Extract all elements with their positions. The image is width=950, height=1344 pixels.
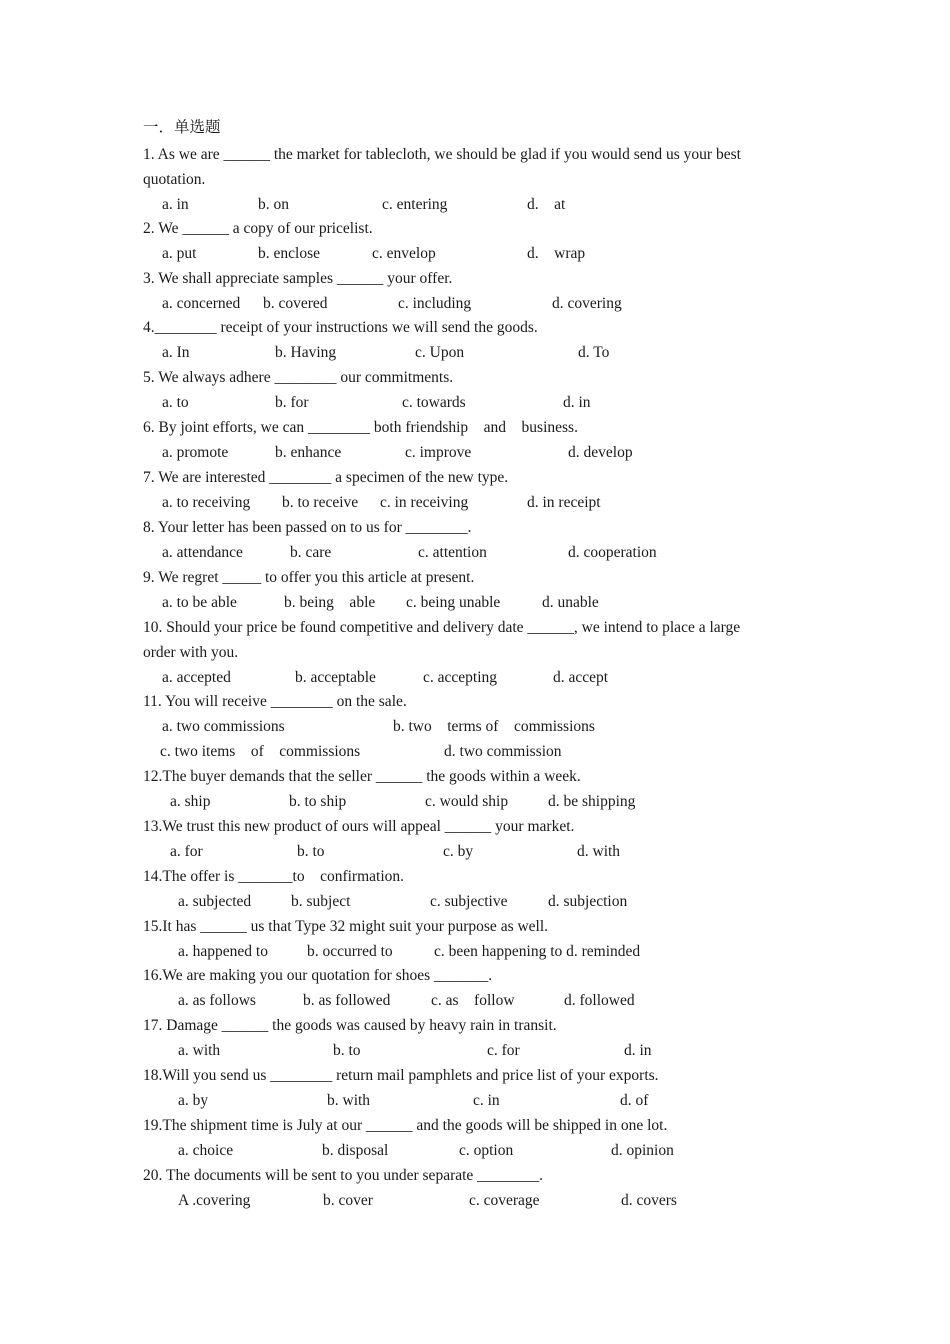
- question-text: 16.We are making you our quotation for shoes _______.: [143, 967, 493, 984]
- question-text: 5. We always adhere ________ our commitments.: [143, 369, 454, 386]
- answer-option: c. being unable: [406, 594, 501, 611]
- answer-option: d. subjection: [548, 893, 628, 910]
- question-text: 8. Your letter has been passed on to us for ________.: [143, 519, 472, 536]
- answer-option: b. enhance: [275, 444, 342, 461]
- question-text: 11. You will receive ________ on the sale.: [143, 693, 407, 710]
- answer-option: c. as follow: [431, 992, 515, 1009]
- question-text: 12.The buyer demands that the seller ______ the goods within a week.: [143, 768, 581, 785]
- answer-option: a. with: [178, 1042, 221, 1059]
- question-text: order with you.: [143, 644, 239, 661]
- answer-option: b. being able: [284, 594, 376, 611]
- answer-option: b. to: [297, 843, 325, 860]
- answer-option: b. acceptable: [295, 669, 376, 686]
- question-text: 2. We ______ a copy of our pricelist.: [143, 220, 373, 237]
- answer-option: d. at: [527, 196, 566, 213]
- question-text: 20. The documents will be sent to you under separate ________.: [143, 1167, 544, 1184]
- answer-option: a. happened to: [178, 943, 268, 960]
- answer-option: a. as follows: [178, 992, 256, 1009]
- question-text: 13.We trust this new product of ours will appeal ______ your market.: [143, 818, 575, 835]
- answer-option: b. covered: [263, 295, 328, 312]
- answer-option: c. coverage: [469, 1192, 540, 1209]
- answer-option: c. for: [487, 1042, 520, 1059]
- answer-option: b. care: [290, 544, 332, 561]
- answer-option: a. choice: [178, 1142, 234, 1159]
- answer-option: b. cover: [323, 1192, 373, 1209]
- answer-option: a. for: [170, 843, 203, 860]
- answer-option: d. To: [578, 344, 610, 361]
- question-text: 18.Will you send us ________ return mail pamphlets and price list of your exports.: [143, 1067, 659, 1084]
- answer-option: d. develop: [568, 444, 633, 461]
- answer-option: a. by: [178, 1092, 209, 1109]
- question-text: quotation.: [143, 171, 206, 188]
- answer-option: b. as followed: [303, 992, 391, 1009]
- question-text: 10. Should your price be found competitive and delivery date ______, we intend to place a large: [143, 619, 741, 636]
- answer-option: c. in: [473, 1092, 500, 1109]
- answer-option: b. disposal: [322, 1142, 389, 1159]
- question-text: 7. We are interested ________ a specimen of the new type.: [143, 469, 509, 486]
- answer-option: a. ship: [170, 793, 211, 810]
- answer-option: d. followed: [564, 992, 635, 1009]
- answer-option: b. to: [333, 1042, 361, 1059]
- answer-option: a. to: [162, 394, 189, 411]
- answer-option: d. in receipt: [527, 494, 601, 511]
- answer-option: c. attention: [418, 544, 487, 561]
- answer-option: a. accepted: [162, 669, 231, 686]
- answer-option: d. be shipping: [548, 793, 636, 810]
- answer-option: b. to ship: [289, 793, 347, 810]
- question-text: 15.It has ______ us that Type 32 might suit your purpose as well.: [143, 918, 549, 935]
- answer-option: d. in: [624, 1042, 652, 1059]
- answer-option: d. covers: [621, 1192, 677, 1209]
- answer-option: c. option: [459, 1142, 514, 1159]
- question-text: 4.________ receipt of your instructions we will send the goods.: [143, 319, 538, 336]
- answer-option: b. for: [275, 394, 309, 411]
- section-title: 一．单选题: [143, 119, 221, 136]
- answer-option: c. envelop: [372, 245, 436, 262]
- answer-option: a. subjected: [178, 893, 252, 910]
- answer-option: a. concerned: [162, 295, 241, 312]
- answer-option: b. enclose: [258, 245, 320, 262]
- answer-option: d. cooperation: [568, 544, 657, 561]
- answer-option: c. towards: [402, 394, 466, 411]
- answer-option: d. unable: [542, 594, 599, 611]
- answer-option: b. to receive: [282, 494, 359, 511]
- answer-option: b. Having: [275, 344, 337, 361]
- answer-option: a. promote: [162, 444, 229, 461]
- answer-option: a. attendance: [162, 544, 243, 561]
- answer-option: c. accepting: [423, 669, 498, 686]
- answer-option: c. improve: [405, 444, 472, 461]
- answer-option: c. by: [443, 843, 474, 860]
- answer-option: d. of: [620, 1092, 649, 1109]
- answer-option: a. two commissions: [162, 718, 285, 735]
- question-text: 1. As we are ______ the market for tablecloth, we should be glad if you would send us your best: [143, 146, 741, 163]
- question-text: 14.The offer is _______to confirmation.: [143, 868, 405, 885]
- question-text: 19.The shipment time is July at our ______ and the goods will be shipped in one lot.: [143, 1117, 668, 1134]
- answer-option: d. accept: [553, 669, 609, 686]
- answer-option: b. with: [327, 1092, 371, 1109]
- answer-option: A .covering: [178, 1192, 251, 1209]
- answer-option: c. entering: [382, 196, 448, 213]
- answer-option: d. covering: [552, 295, 622, 312]
- question-text: 9. We regret _____ to offer you this article at present.: [143, 569, 475, 586]
- answer-option: c. including: [398, 295, 472, 312]
- answer-option: a. in: [162, 196, 189, 213]
- answer-option: c. two items of commissions: [160, 743, 361, 760]
- answer-option: c. would ship: [425, 793, 509, 810]
- answer-option: a. to receiving: [162, 494, 251, 511]
- answer-option: c. in receiving: [380, 494, 469, 511]
- answer-option: d. wrap: [527, 245, 586, 262]
- answer-option: d. opinion: [611, 1142, 674, 1159]
- question-text: 3. We shall appreciate samples ______ your offer.: [143, 270, 453, 287]
- answer-option: a. put: [162, 245, 197, 262]
- answer-option: d. in: [563, 394, 591, 411]
- answer-option: d. with: [577, 843, 621, 860]
- answer-option: d. two commission: [444, 743, 562, 760]
- answer-option: a. In: [162, 344, 190, 361]
- question-text: 17. Damage ______ the goods was caused by heavy rain in transit.: [143, 1017, 557, 1034]
- answer-option: b. occurred to: [307, 943, 393, 960]
- answer-option: c. subjective: [430, 893, 508, 910]
- question-text: 6. By joint efforts, we can ________ both friendship and business.: [143, 419, 578, 436]
- answer-option: b. two terms of commissions: [393, 718, 595, 735]
- answer-option: b. subject: [291, 893, 351, 910]
- answer-option: c. Upon: [415, 344, 465, 361]
- answer-option: b. on: [258, 196, 289, 213]
- answer-option: c. been happening to d. reminded: [434, 943, 641, 960]
- answer-option: a. to be able: [162, 594, 237, 611]
